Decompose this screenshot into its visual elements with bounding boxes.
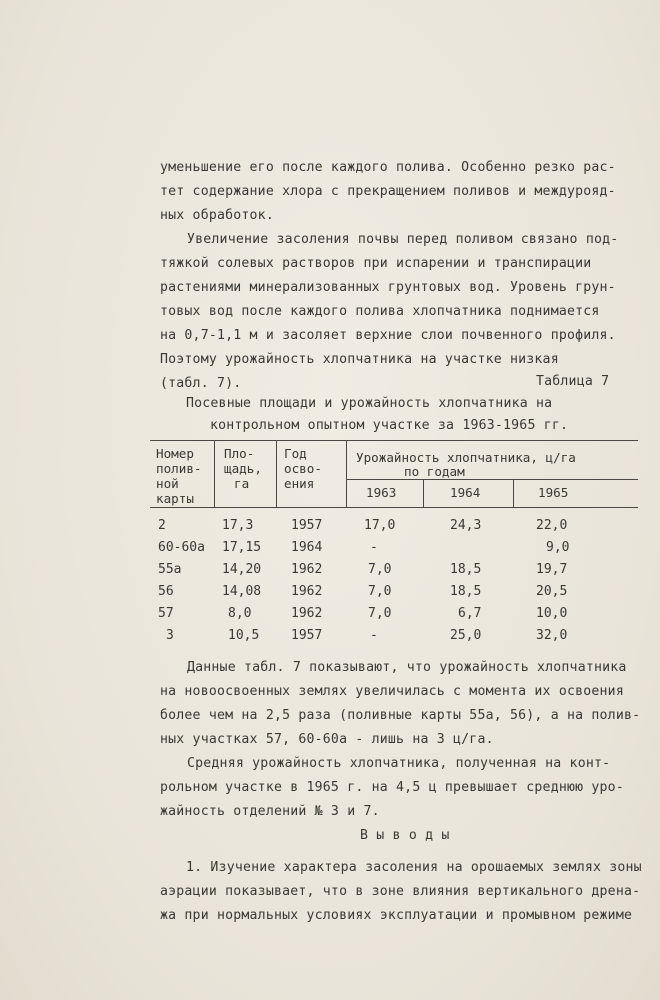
cell-1965: 20,5 xyxy=(536,584,568,599)
conclusions-heading: В ы в о д ы xyxy=(360,828,450,843)
table-col-divider-3 xyxy=(346,440,347,508)
header-area-3: га xyxy=(234,476,250,491)
cell-num: 60-60а xyxy=(158,540,205,555)
cell-year: 1964 xyxy=(291,540,323,555)
cell-1964: 25,0 xyxy=(450,628,482,643)
cell-area: 10,5 xyxy=(228,628,260,643)
cell-1964: 18,5 xyxy=(450,562,482,577)
header-year-1964: 1964 xyxy=(450,485,481,500)
table-header-rule xyxy=(150,507,638,508)
paragraph-2-line-3: растениями минерализованных грунтовых вод. Уровень грун- xyxy=(160,280,616,295)
table-col-divider-2 xyxy=(276,440,277,508)
cell-1965: 9,0 xyxy=(546,540,570,555)
table-title-line-2: контрольном опытном участке за 1963-1965 гг. xyxy=(210,418,569,433)
cell-1964: 6,7 xyxy=(458,606,482,621)
cell-1963: 7,0 xyxy=(368,584,392,599)
header-number-4: карты xyxy=(156,491,194,506)
cell-1963: 7,0 xyxy=(368,562,392,577)
cell-year: 1962 xyxy=(291,606,323,621)
cell-1965: 32,0 xyxy=(536,628,568,643)
header-year-1: Год xyxy=(284,446,307,461)
cell-year: 1962 xyxy=(291,562,323,577)
paragraph-5-line-3: жа при нормальных условиях эксплуатации и промывном режиме xyxy=(160,908,633,923)
cell-1963: 17,0 xyxy=(364,518,396,533)
header-area-2: щадь, xyxy=(224,461,262,476)
cell-num: 56 xyxy=(158,584,174,599)
paragraph-1-line-1: уменьшение его после каждого полива. Особенно резко рас- xyxy=(160,160,616,175)
cell-area: 8,0 xyxy=(228,606,252,621)
header-number-2: полив- xyxy=(156,461,202,476)
header-number-1: Номер xyxy=(156,446,194,461)
paragraph-2-line-6: Поэтому урожайность хлопчатника на участке низкая xyxy=(160,352,559,367)
cell-1965: 19,7 xyxy=(536,562,568,577)
cell-1963: 7,0 xyxy=(368,606,392,621)
cell-area: 17,15 xyxy=(222,540,262,555)
cell-1965: 22,0 xyxy=(536,518,568,533)
cell-1964: 18,5 xyxy=(450,584,482,599)
cell-area: 14,20 xyxy=(222,562,262,577)
paragraph-2-line-2: тяжкой солевых растворов при испарении и транспирации xyxy=(160,256,592,271)
paragraph-5-line-2: аэрации показывает, что в зоне влияния вертикального дрена- xyxy=(160,884,641,899)
cell-num: 55а xyxy=(158,562,182,577)
paragraph-2-line-7: (табл. 7). xyxy=(160,376,242,391)
paragraph-3-line-4: ных участках 57, 60-60а - лишь на 3 ц/га. xyxy=(160,732,494,747)
paragraph-3-line-1: Данные табл. 7 показывают, что урожайность хлопчатника xyxy=(187,660,627,675)
paragraph-3-line-3: более чем на 2,5 раза (поливные карты 55а, 56), а на полив- xyxy=(160,708,641,723)
table-title-line-1: Посевные площади и урожайность хлопчатника на xyxy=(186,396,553,411)
cell-year: 1957 xyxy=(291,518,323,533)
cell-year: 1962 xyxy=(291,584,323,599)
header-area-1: Пло- xyxy=(224,446,255,461)
table-col-divider-5 xyxy=(513,479,514,508)
paragraph-4-line-1: Средняя урожайность хлопчатника, полученная на конт- xyxy=(187,756,611,771)
cell-1965: 10,0 xyxy=(536,606,568,621)
cell-area: 14,08 xyxy=(222,584,262,599)
paragraph-5-line-1: 1. Изучение характера засоления на орошаемых землях зоны xyxy=(186,860,642,875)
header-number-3: ной xyxy=(156,476,179,491)
cell-num: 3 xyxy=(166,628,174,643)
header-yield-1: Урожайность хлопчатника, ц/га xyxy=(356,450,576,465)
paragraph-3-line-2: на новоосвоенных землях увеличилась с момента их освоения xyxy=(160,684,624,699)
table-top-rule xyxy=(150,440,638,441)
header-year-1965: 1965 xyxy=(538,485,569,500)
paragraph-2-line-1: Увеличение засоления почвы перед поливом связано под- xyxy=(187,232,619,247)
header-yield-2: по годам xyxy=(404,464,465,479)
cell-area: 17,3 xyxy=(222,518,254,533)
cell-num: 2 xyxy=(158,518,166,533)
paragraph-4-line-2: рольном участке в 1965 г. на 4,5 ц превышает среднюю уро- xyxy=(160,780,624,795)
cell-1964: 24,3 xyxy=(450,518,482,533)
paragraph-1-line-2: тет содержание хлора с прекращением поливов и междурояд- xyxy=(160,184,616,199)
cell-year: 1957 xyxy=(291,628,323,643)
cell-1963: - xyxy=(370,628,378,643)
cell-1963: - xyxy=(370,540,378,555)
table-col-divider-1 xyxy=(214,440,215,508)
header-year-1963: 1963 xyxy=(366,485,397,500)
table-col-divider-4 xyxy=(423,479,424,508)
table-label: Таблица 7 xyxy=(536,374,610,389)
cell-num: 57 xyxy=(158,606,174,621)
paragraph-2-line-5: на 0,7-1,1 м и засоляет верхние слои почвенного профиля. xyxy=(160,328,616,343)
paragraph-2-line-4: товых вод после каждого полива хлопчатника поднимается xyxy=(160,304,600,319)
header-year-2: осво- xyxy=(284,461,322,476)
table-subheader-rule xyxy=(346,479,638,480)
paragraph-1-line-3: ных обработок. xyxy=(160,208,274,223)
paragraph-4-line-3: жайность отделений № 3 и 7. xyxy=(160,804,380,819)
header-year-3: ения xyxy=(284,476,315,491)
